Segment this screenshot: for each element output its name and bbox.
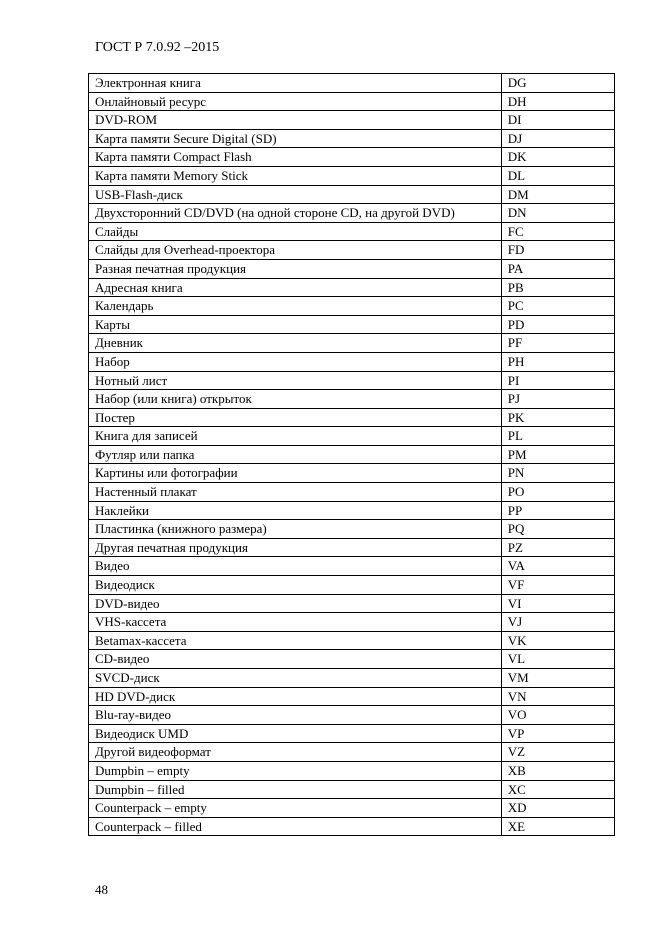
table-row [89,799,615,818]
table-row [89,371,615,390]
table-row [89,148,615,167]
codes-table [88,73,615,836]
table-row [89,761,615,780]
page-number: 48 [95,882,108,897]
code-cell: VL [501,650,614,669]
code-cell: VF [501,576,614,595]
media-type-cell: VHS-кассета [89,613,502,632]
code-cell: DK [501,148,614,167]
table-row [89,241,615,260]
table-row [89,111,615,130]
media-type-cell: Видео [89,557,502,576]
table-row [89,706,615,725]
code-cell: VN [501,687,614,706]
code-cell: PZ [501,538,614,557]
media-type-cell: Карта памяти Compact Flash [89,148,502,167]
media-type-cell: Слайды [89,222,502,241]
media-type-cell: Нотный лист [89,371,502,390]
table-row [89,557,615,576]
table-row [89,613,615,632]
document-header: ГОСТ Р 7.0.92 –2015 [95,40,220,55]
code-cell: PL [501,427,614,446]
code-cell: DM [501,185,614,204]
media-type-cell: Counterpack – filled [89,817,502,836]
code-cell: VI [501,594,614,613]
code-cell: PD [501,315,614,334]
media-type-cell: Адресная книга [89,278,502,297]
media-type-cell: SVCD-диск [89,669,502,688]
table-row [89,724,615,743]
media-type-cell: Другая печатная продукция [89,538,502,557]
code-cell: PJ [501,390,614,409]
table-row [89,483,615,502]
code-cell: DL [501,166,614,185]
table-row [89,315,615,334]
table-row [89,129,615,148]
table-row [89,185,615,204]
table-row [89,259,615,278]
code-cell: VO [501,706,614,725]
code-cell: PF [501,334,614,353]
media-type-cell: Набор (или книга) открыток [89,390,502,409]
table-row [89,594,615,613]
code-cell: XD [501,799,614,818]
code-cell: PI [501,371,614,390]
code-cell: VM [501,669,614,688]
code-cell: DJ [501,129,614,148]
table-row [89,538,615,557]
media-type-cell: Counterpack – empty [89,799,502,818]
code-cell: DI [501,111,614,130]
media-type-cell: Видеодиск UMD [89,724,502,743]
table-row [89,669,615,688]
table-row [89,445,615,464]
table-row [89,166,615,185]
table-row [89,204,615,223]
code-cell: XB [501,761,614,780]
media-type-cell: Набор [89,352,502,371]
table-row [89,74,615,93]
media-type-cell: Dumpbin – filled [89,780,502,799]
code-cell: VA [501,557,614,576]
media-type-cell: Слайды для Overhead-проектора [89,241,502,260]
media-type-cell: Двухсторонний CD/DVD (на одной стороне CD, на другой DVD) [89,204,502,223]
media-type-cell: Постер [89,408,502,427]
codes-table-body [89,74,615,836]
table-row [89,631,615,650]
table-row [89,650,615,669]
media-type-cell: Картины или фотографии [89,464,502,483]
code-cell: PM [501,445,614,464]
code-cell: FD [501,241,614,260]
table-row [89,780,615,799]
code-cell: VZ [501,743,614,762]
media-type-cell: Видеодиск [89,576,502,595]
table-row [89,576,615,595]
code-cell: PQ [501,520,614,539]
media-type-cell: Карты [89,315,502,334]
media-type-cell: Настенный плакат [89,483,502,502]
code-cell: XE [501,817,614,836]
code-cell: PA [501,259,614,278]
table-row [89,743,615,762]
media-type-cell: Betamax-кассета [89,631,502,650]
media-type-cell: Другой видеоформат [89,743,502,762]
media-type-cell: Dumpbin – empty [89,761,502,780]
media-type-cell: DVD-ROM [89,111,502,130]
table-row [89,817,615,836]
media-type-cell: Карта памяти Secure Digital (SD) [89,129,502,148]
code-cell: DG [501,74,614,93]
media-type-cell: Разная печатная продукция [89,259,502,278]
code-cell: PN [501,464,614,483]
code-cell: XC [501,780,614,799]
table-row [89,92,615,111]
code-cell: DN [501,204,614,223]
table-row [89,390,615,409]
media-type-cell: HD DVD-диск [89,687,502,706]
table-row [89,334,615,353]
code-cell: PC [501,297,614,316]
table-row [89,520,615,539]
code-cell: PK [501,408,614,427]
media-type-cell: Дневник [89,334,502,353]
code-cell: VJ [501,613,614,632]
table-row [89,408,615,427]
media-type-cell: Календарь [89,297,502,316]
code-cell: VP [501,724,614,743]
table-row [89,687,615,706]
code-cell: FC [501,222,614,241]
code-cell: PP [501,501,614,520]
media-type-cell: Электронная книга [89,74,502,93]
code-cell: PH [501,352,614,371]
media-type-cell: Футляр или папка [89,445,502,464]
code-cell: PO [501,483,614,502]
media-type-cell: Пластинка (книжного размера) [89,520,502,539]
code-cell: PB [501,278,614,297]
table-row [89,352,615,371]
table-row [89,222,615,241]
media-type-cell: Наклейки [89,501,502,520]
media-type-cell: Онлайновый ресурс [89,92,502,111]
media-type-cell: Карта памяти Memory Stick [89,166,502,185]
table-row [89,464,615,483]
code-cell: DH [501,92,614,111]
table-row [89,427,615,446]
media-type-cell: USB-Flash-диск [89,185,502,204]
table-row [89,278,615,297]
table-row [89,501,615,520]
media-type-cell: DVD-видео [89,594,502,613]
media-type-cell: Blu-ray-видео [89,706,502,725]
table-row [89,297,615,316]
code-cell: VK [501,631,614,650]
media-type-cell: Книга для записей [89,427,502,446]
media-type-cell: CD-видео [89,650,502,669]
